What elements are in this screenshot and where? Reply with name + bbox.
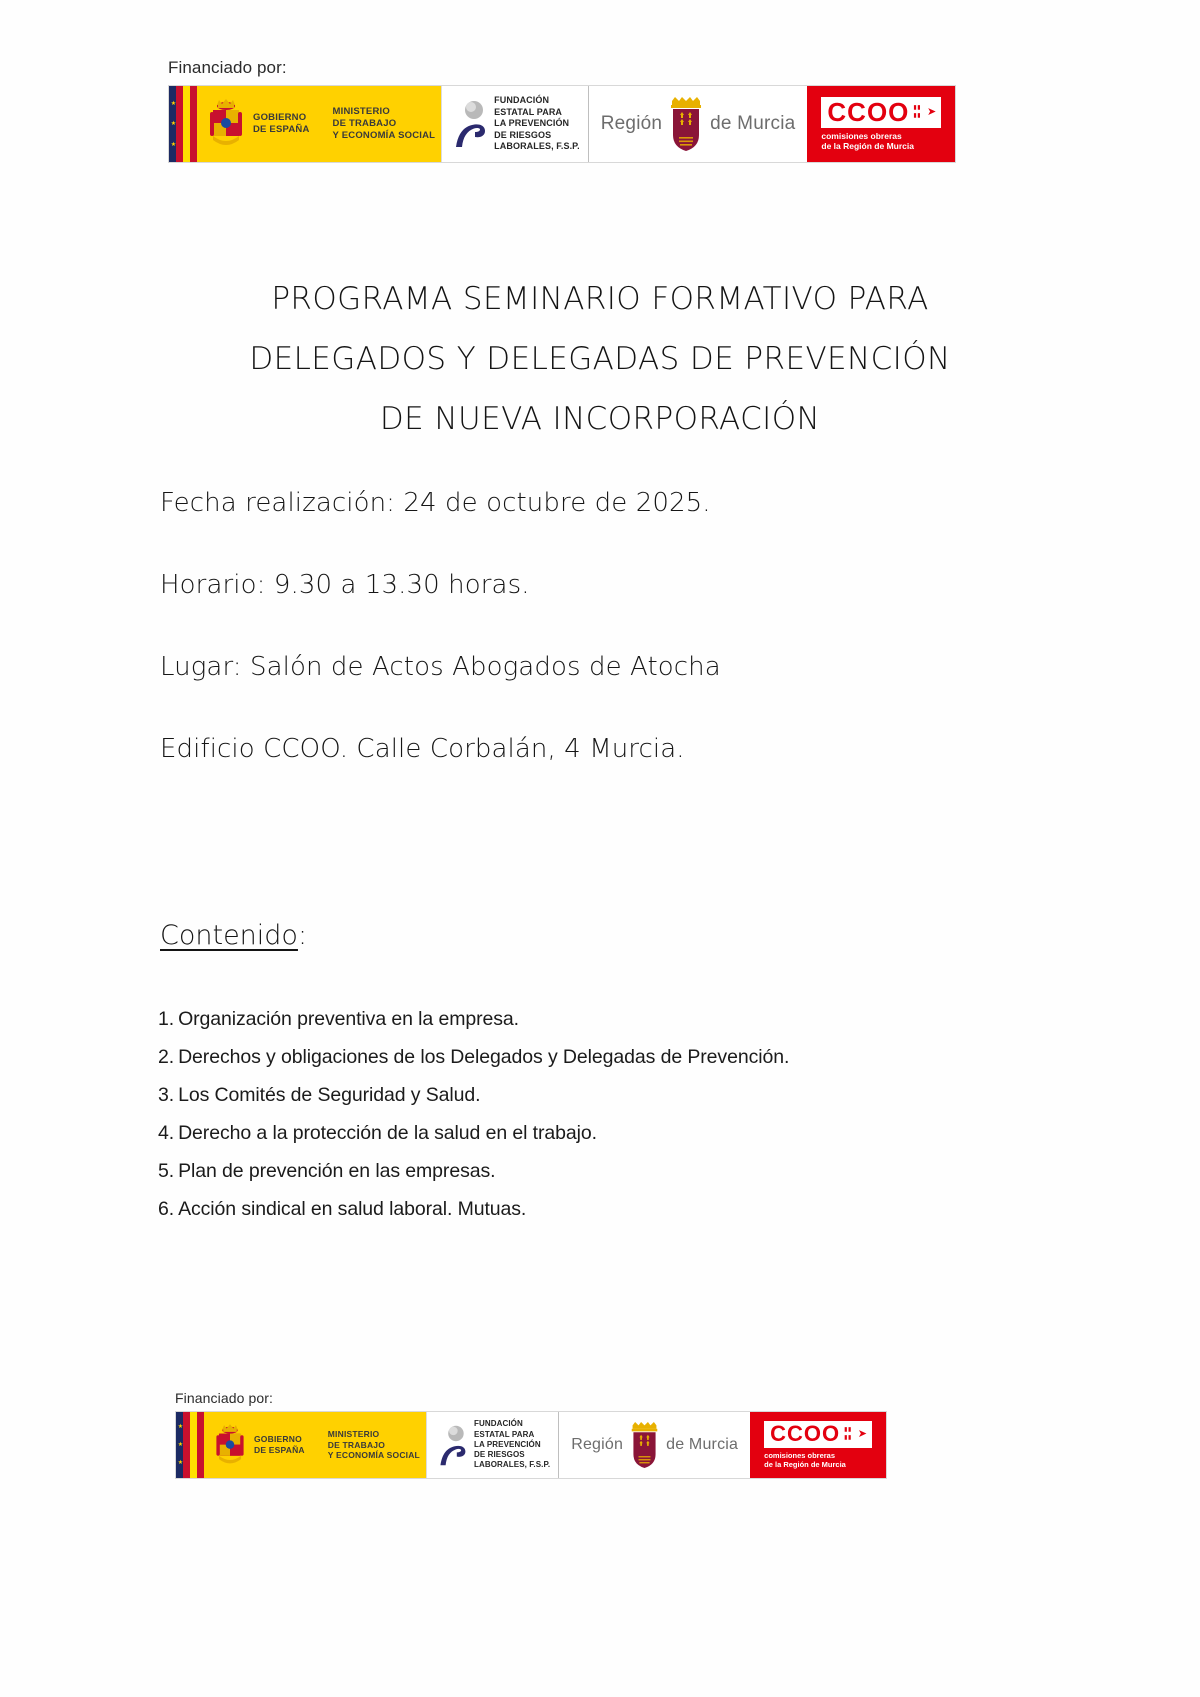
ccoo-subtitle: comisiones obreras de la Región de Murcia <box>821 130 914 151</box>
detail-horario: Horario: 9.30 a 13.30 horas. <box>160 570 530 600</box>
ccoo-mark <box>821 97 941 128</box>
ccoo-subtitle: comisiones obreras de la Región de Murcia <box>764 1450 846 1469</box>
list-item <box>158 1000 1018 1038</box>
list-item-text: Plan de prevención en las empresas. <box>178 1160 496 1182</box>
ccoo-glyph-icon: ▮▮ ▮▮ <box>913 105 921 120</box>
title-line-1: PROGRAMA SEMINARIO FORMATIVO PARA <box>271 280 929 317</box>
fundacion-estatal-logo <box>426 1412 558 1478</box>
ccoo-glyph-icon: ▮▮ ▮▮ <box>844 1427 852 1442</box>
spain-coat-of-arms-icon <box>213 1423 247 1468</box>
logo-strip <box>168 85 956 163</box>
ccoo-bird-icon: ➤ <box>857 1427 867 1440</box>
contenido-heading-text: Contenido <box>160 920 298 951</box>
page-title <box>0 269 1200 449</box>
ministerio-text: MINISTERIO DE TRABAJO Y ECONOMÍA SOCIAL <box>327 1429 420 1461</box>
murcia-word-de-murcia: de Murcia <box>710 113 796 134</box>
eu-stars-icon: ★ ★ ★ <box>177 1424 184 1466</box>
gobierno-text: GOBIERNO DE ESPAÑA <box>254 1434 305 1455</box>
ccoo-logo <box>750 1412 886 1478</box>
list-item-number: 5. <box>158 1160 175 1182</box>
logo-strip <box>175 1411 887 1479</box>
ccoo-letters: CCOO <box>770 1421 841 1447</box>
list-item-text: Los Comités de Seguridad y Salud. <box>178 1084 481 1106</box>
detail-edificio: Edificio CCOO. Calle Corbalán, 4 Murcia. <box>160 734 685 764</box>
list-item-number: 6. <box>158 1198 175 1220</box>
list-item-text: Derecho a la protección de la salud en el trabajo. <box>178 1122 597 1144</box>
spain-coat-of-arms-icon <box>206 98 246 150</box>
financiado-por-label: Financiado por: <box>168 58 287 77</box>
fundacion-mark-icon <box>452 99 488 149</box>
detail-lugar: Lugar: Salón de Actos Abogados de Atocha <box>160 652 721 682</box>
list-item-number: 4. <box>158 1122 175 1144</box>
financiado-por-label: Financiado por: <box>175 1390 274 1406</box>
murcia-shield-icon <box>630 1422 659 1468</box>
spain-flag-bars-icon <box>176 1412 204 1478</box>
title-line-3: DE NUEVA INCORPORACIÓN <box>379 400 821 437</box>
list-item-number: 2. <box>158 1046 175 1068</box>
list-item-text: Acción sindical en salud laboral. Mutuas. <box>178 1198 527 1220</box>
murcia-word-region: Región <box>600 113 663 134</box>
fundacion-mark-icon <box>437 1424 468 1467</box>
ministerio-text: MINISTERIO DE TRABAJO Y ECONOMÍA SOCIAL <box>332 106 436 141</box>
list-item <box>158 1190 1018 1228</box>
ccoo-letters: CCOO <box>827 96 910 127</box>
gobierno-text: GOBIERNO DE ESPAÑA <box>253 112 310 135</box>
list-item <box>158 1076 1018 1114</box>
fundacion-text: FUNDACIÓN ESTATAL PARA LA PREVENCIÓN DE RIESGOS LABORALES, F.S.P. <box>494 95 580 152</box>
list-item-number: 1. <box>158 1008 175 1030</box>
title-line-2: DELEGADOS Y DELEGADAS DE PREVENCIÓN <box>249 340 951 377</box>
list-item-text: Organización preventiva en la empresa. <box>178 1008 519 1030</box>
murcia-word-de-murcia: de Murcia <box>666 1436 739 1453</box>
fundacion-text: FUNDACIÓN ESTATAL PARA LA PREVENCIÓN DE RIESGOS LABORALES, F.S.P. <box>473 1419 551 1470</box>
murcia-word-region: Región <box>571 1436 624 1453</box>
gobierno-de-espana-logo <box>169 86 441 162</box>
funding-banner-top <box>168 58 956 163</box>
eu-stars-icon: ★ ★ ★ <box>170 100 177 148</box>
murcia-shield-icon <box>669 97 703 151</box>
list-item-number: 3. <box>158 1084 175 1106</box>
ccoo-logo <box>807 86 955 162</box>
list-item <box>158 1152 1018 1190</box>
fundacion-estatal-logo <box>441 86 588 162</box>
ccoo-bird-icon: ➤ <box>927 105 937 118</box>
region-de-murcia-logo <box>558 1412 750 1478</box>
spain-flag-bars-icon <box>169 86 197 162</box>
ccoo-mark <box>764 1421 872 1448</box>
contenido-heading-colon: : <box>297 920 308 951</box>
region-de-murcia-logo <box>588 86 808 162</box>
list-item-text: Derechos y obligaciones de los Delegados y Delegadas de Prevención. <box>178 1046 790 1068</box>
contenido-heading <box>160 920 307 951</box>
list-item <box>158 1114 1018 1152</box>
detail-fecha: Fecha realización: 24 de octubre de 2025. <box>160 488 711 518</box>
gobierno-de-espana-logo <box>176 1412 426 1478</box>
event-details <box>160 488 1060 764</box>
contenido-list <box>158 1000 1018 1228</box>
funding-banner-bottom <box>175 1390 887 1479</box>
list-item <box>158 1038 1018 1076</box>
